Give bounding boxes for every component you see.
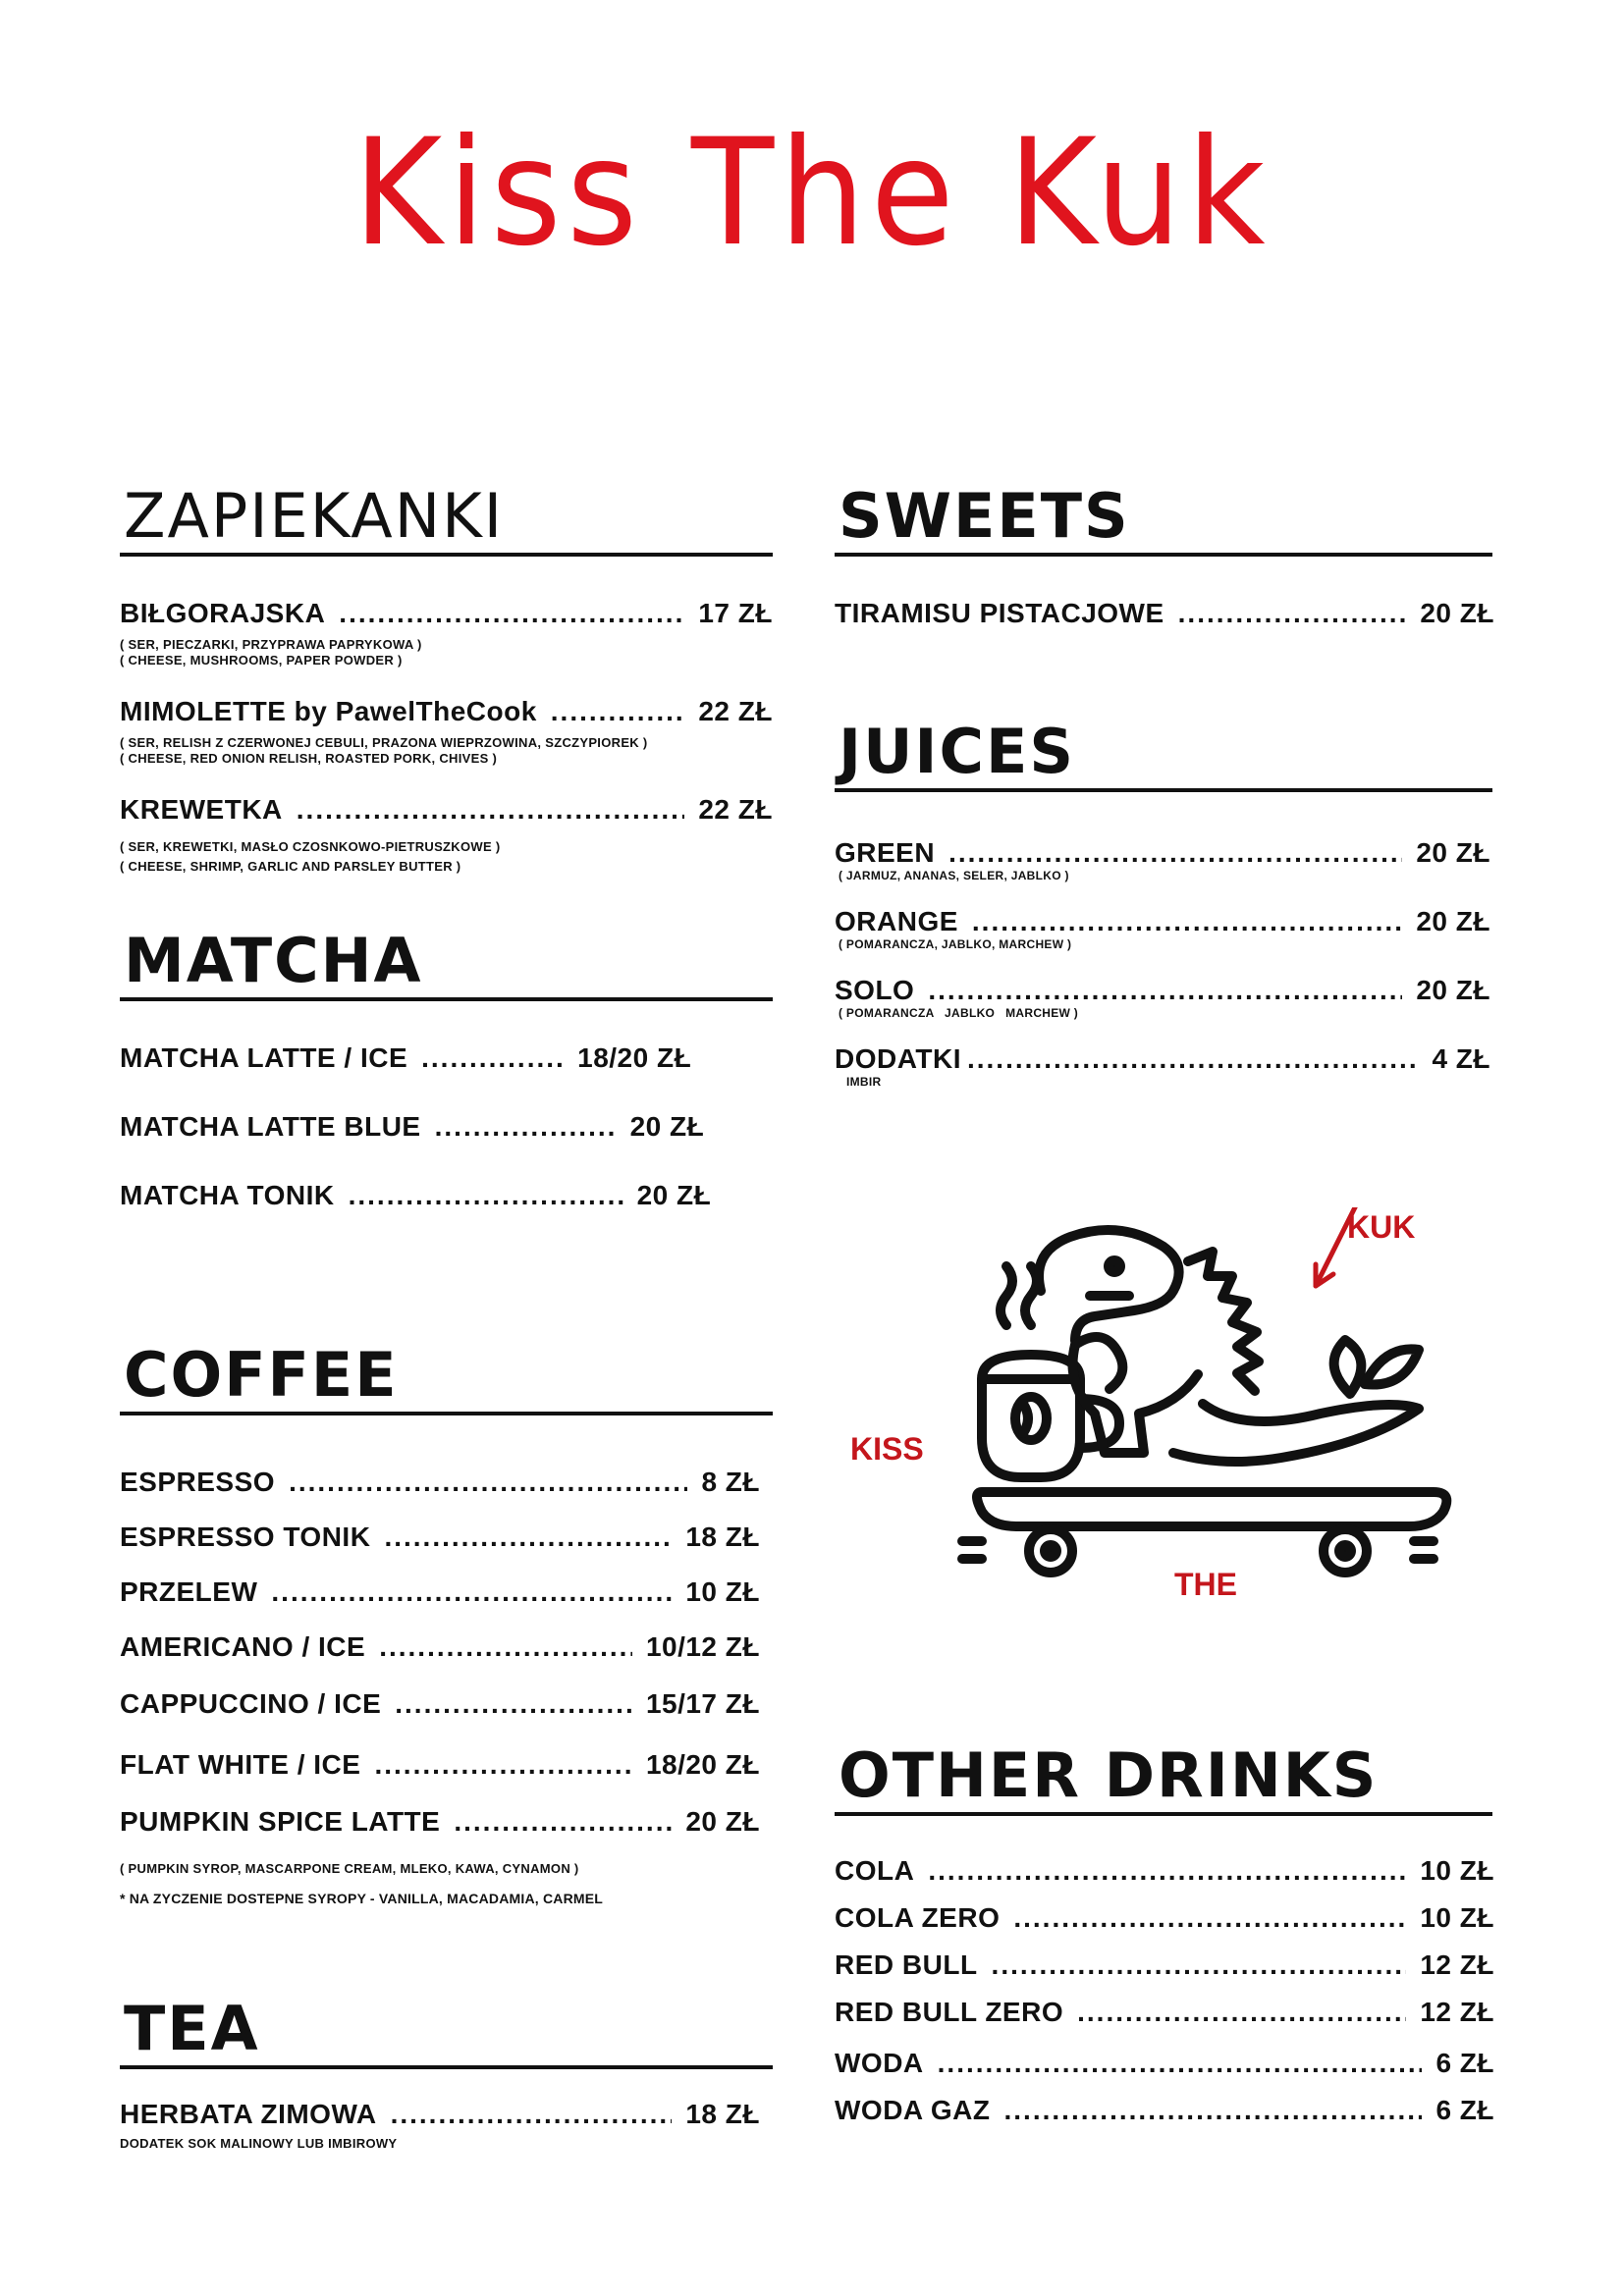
section-other-drinks <box>835 1739 1494 2126</box>
menu-item: ORANGE ..... 20 ZŁ <box>835 906 1490 937</box>
menu-item: COLA ..... 10 ZŁ <box>835 1855 1494 1887</box>
item-description: IMBIR <box>846 1075 882 1089</box>
title-underline <box>835 1812 1492 1816</box>
title-underline <box>120 1412 773 1415</box>
section-coffee <box>120 1339 773 1906</box>
title-underline <box>120 997 773 1001</box>
item-description: ( POMARANCZA JABLKO MARCHEW ) <box>839 1006 1079 1020</box>
section-juices <box>835 716 1492 1089</box>
item-description: ( CHEESE, SHRIMP, GARLIC AND PARSLEY BUTTER ) <box>120 859 461 874</box>
menu-item: MATCHA TONIK ..... 20 ZŁ <box>120 1180 758 1211</box>
section-title: OTHER DRINKS <box>839 1739 1379 1811</box>
title-underline <box>120 2065 773 2069</box>
title-underline <box>120 553 773 557</box>
menu-item: PRZELEW ..... 10 ZŁ <box>120 1576 760 1608</box>
section-title: ZAPIEKANKI <box>124 480 505 552</box>
menu-item: ESPRESSO TONIK ..... 18 ZŁ <box>120 1522 760 1553</box>
menu-item: ESPRESSO ..... 8 ZŁ <box>120 1467 760 1498</box>
menu-item: PUMPKIN SPICE LATTE ..... 20 ZŁ <box>120 1806 760 1838</box>
section-title: COFFEE <box>124 1339 399 1411</box>
section-title: TEA <box>124 1993 260 2064</box>
menu-item: FLAT WHITE / ICE ..... 18/20 ZŁ <box>120 1749 760 1781</box>
menu-item: WODA ..... 6 ZŁ <box>835 2048 1494 2079</box>
menu-item: MATCHA LATTE / ICE ..... 18/20 ZŁ <box>120 1042 758 1074</box>
item-description: ( SER, RELISH Z CZERWONEJ CEBULI, PRAZONA WIEPRZOWINA, SZCZYPIOREK ) <box>120 735 648 750</box>
dinosaur-skateboard-illustration <box>952 1207 1463 1610</box>
item-description: ( SER, PIECZARKI, PRZYPRAWA PAPRYKOWA ) <box>120 637 422 652</box>
menu-item: TIRAMISU PISTACJOWE ..... 20 ZŁ <box>835 598 1494 629</box>
mascot-label-kuk: KUK <box>1347 1209 1416 1245</box>
menu-item: MIMOLETTE by PawelTheCook ..... 22 ZŁ <box>120 696 773 727</box>
mascot-label-the: THE <box>1174 1567 1237 1602</box>
item-description: ( PUMPKIN SYROP, MASCARPONE CREAM, MLEKO, KAWA, CYNAMON ) <box>120 1861 579 1876</box>
brand-logo: Kiss The Kuk <box>352 108 1272 279</box>
item-description: ( JARMUZ, ANANAS, SELER, JABLKO ) <box>839 869 1069 882</box>
menu-item: COLA ZERO ..... 10 ZŁ <box>835 1902 1494 1934</box>
item-description: ( POMARANCZA, JABLKO, MARCHEW ) <box>839 937 1072 951</box>
section-title: JUICES <box>839 716 1075 787</box>
tea-note: DODATEK SOK MALINOWY LUB IMBIROWY <box>120 2136 398 2151</box>
mascot-label-kiss: KISS <box>850 1431 924 1467</box>
item-description: ( CHEESE, MUSHROOMS, PAPER POWDER ) <box>120 653 403 667</box>
item-description: ( CHEESE, RED ONION RELISH, ROASTED PORK, CHIVES ) <box>120 751 498 766</box>
menu-item: CAPPUCCINO / ICE ..... 15/17 ZŁ <box>120 1688 760 1720</box>
section-sweets <box>835 480 1494 629</box>
menu-item: RED BULL ZERO ..... 12 ZŁ <box>835 1997 1494 2028</box>
menu-item: KREWETKA ..... 22 ZŁ <box>120 794 773 826</box>
menu-item: MATCHA LATTE BLUE ..... 20 ZŁ <box>120 1111 758 1143</box>
item-description: ( SER, KREWETKI, MASŁO CZOSNKOWO-PIETRUSZKOWE ) <box>120 839 501 854</box>
section-tea <box>120 1993 773 2154</box>
section-zapiekanki <box>120 480 773 877</box>
section-title: SWEETS <box>839 480 1130 552</box>
menu-item: GREEN ..... 20 ZŁ <box>835 837 1490 869</box>
section-title: MATCHA <box>124 925 423 996</box>
menu-item: SOLO ..... 20 ZŁ <box>835 975 1490 1006</box>
menu-item: WODA GAZ ..... 6 ZŁ <box>835 2095 1494 2126</box>
menu-item: BIŁGORAJSKA ..... 17 ZŁ <box>120 598 773 629</box>
title-underline <box>835 553 1492 557</box>
section-matcha <box>120 925 773 1211</box>
title-underline <box>835 788 1492 792</box>
menu-item: AMERICANO / ICE ..... 10/12 ZŁ <box>120 1631 760 1663</box>
menu-item: RED BULL ..... 12 ZŁ <box>835 1949 1494 1981</box>
menu-item: HERBATA ZIMOWA ..... 18 ZŁ <box>120 2099 760 2130</box>
syrup-note: * NA ZYCZENIE DOSTEPNE SYROPY - VANILLA, MACADAMIA, CARMEL <box>120 1891 604 1906</box>
menu-item: DODATKI ..... 4 ZŁ <box>835 1043 1490 1075</box>
